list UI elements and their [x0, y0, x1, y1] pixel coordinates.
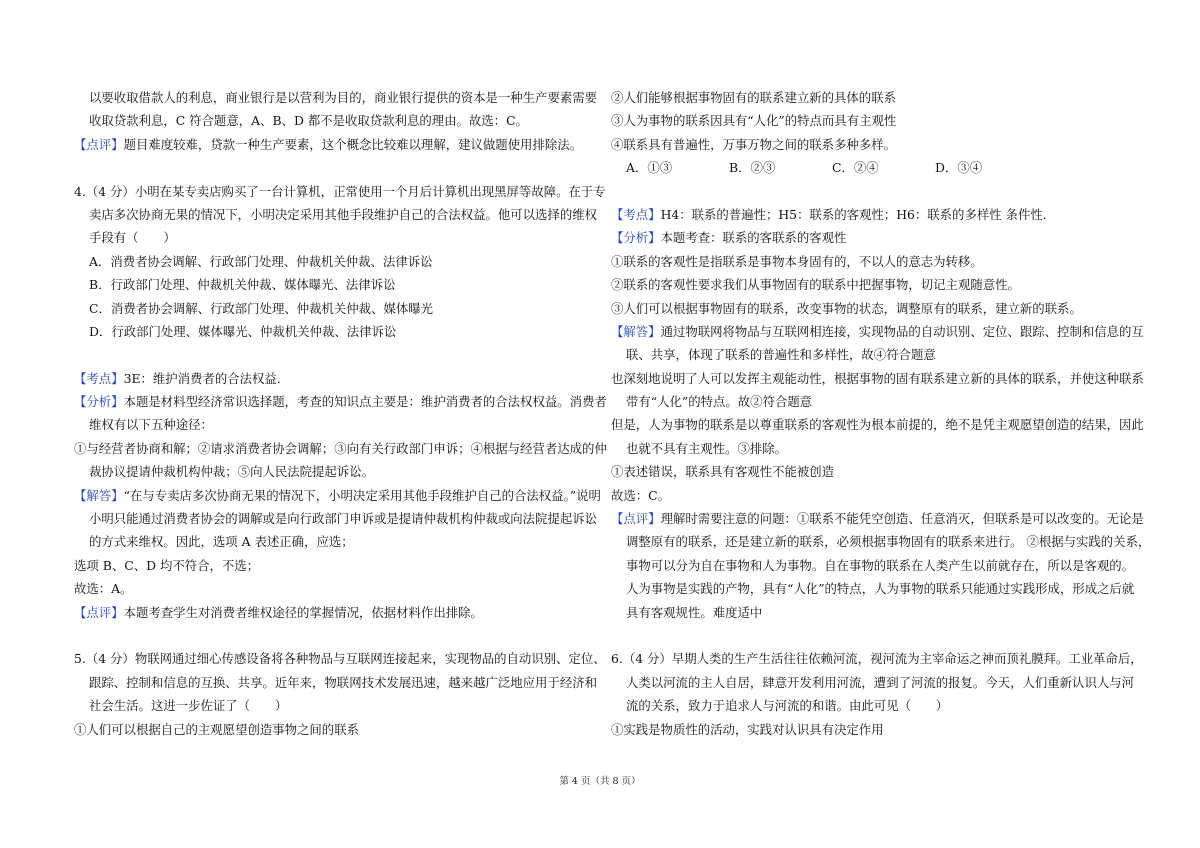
line-text: 3E：维护消费者的合法权益． — [123, 370, 290, 386]
line-text: H4：联系的普遍性；H5：联系的客观性；H6：联系的多样性 条件性． — [660, 206, 1056, 222]
text-line — [611, 367, 1144, 390]
line-text: 人类以河流的主人自居，肆意开发利用河流，遭到了河流的报复。今天，人们重新认识人与河 — [626, 674, 1135, 690]
line-text: ①表述错误，联系具有客观性不能被创造 — [611, 464, 835, 480]
text-line — [611, 250, 1131, 273]
text-line — [74, 460, 594, 483]
section-tag: 【分析】 — [611, 230, 661, 246]
line-text: 带有“人化”的特点。故②符合题意 — [626, 394, 813, 410]
line-text: 以要收取借款人的利息，商业银行是以营利为目的，商业银行提供的资本是一种生产要素需要 — [89, 90, 598, 105]
line-text: 跟踪、控制和信息的互换、共享。近年来，物联网技术发展迅速，越来越广泛地应用于经济和 — [89, 674, 598, 690]
text-line — [74, 226, 594, 249]
text-line — [611, 390, 1131, 413]
text-line — [74, 297, 594, 320]
text-line — [611, 273, 1131, 296]
line-text: 理解时需要注意的问题：①联系不能凭空创造、任意消灭，但联系是可以改变的。无论是 — [660, 511, 1144, 527]
line-text: 故选：A。 — [74, 581, 133, 597]
text-line — [74, 109, 594, 132]
paragraph-gap — [74, 156, 594, 179]
text-line — [74, 367, 594, 390]
text-line — [74, 647, 606, 670]
text-line — [611, 530, 1151, 553]
line-text: 6.（4 分）早期人类的生产生活往往依赖河流，视河流为主宰命运之神而顶礼膜拜。工业革命后， — [611, 651, 1143, 667]
section-tag: 【解答】 — [74, 487, 124, 503]
text-line — [611, 413, 1144, 436]
paragraph-gap — [611, 180, 1131, 203]
line-text: ①与经营者协商和解；②请求消费者协会调解；③向有关行政部门申诉；④根据与经营者达成的仲 — [74, 440, 607, 456]
text-line — [611, 718, 1131, 741]
text-line — [611, 484, 1131, 507]
line-text: A．消费者协会调解、行政部门处理、仲裁机关仲裁、法律诉讼 — [89, 253, 433, 269]
line-text: 联、共享，体现了联系的普遍性和多样性，故④符合题意 — [626, 347, 936, 363]
text-line — [611, 203, 1131, 226]
answer-option: C．②④ — [832, 160, 879, 176]
line-text: 调整原有的联系，还是建立新的联系，必须根据事物固有的联系来进行。 ②根据与实践的关系， — [626, 534, 1151, 550]
line-text: 小明只能通过消费者协会的调解或是向行政部门申诉或是提请仲裁机构仲裁或向法院提起诉讼 — [89, 511, 598, 527]
text-line — [74, 133, 594, 156]
text-line — [611, 647, 1143, 670]
paragraph-gap — [74, 343, 594, 366]
line-text: “在与专卖店多次协商无果的情况下，小明决定采用其他手段维护自己的合法权益。”说明 — [123, 487, 601, 503]
text-line — [74, 413, 594, 436]
text-line — [74, 390, 607, 413]
line-text: ②人们能够根据事物固有的联系建立新的具体的联系 — [611, 90, 896, 105]
line-text: ①实践是物质性的活动，实践对认识具有决定作用 — [611, 721, 884, 737]
line-text: 人为事物是实践的产物，具有“人化”的特点，人为事物的联系只能通过实践形成，形成之后就 — [626, 581, 1135, 597]
text-line — [611, 226, 1131, 249]
text-line — [74, 718, 594, 741]
line-text: 卖店多次协商无果的情况下，小明决定采用其他手段维护自己的合法权益。他可以选择的维权 — [89, 206, 598, 222]
text-line — [611, 86, 1131, 109]
text-line — [611, 694, 1131, 717]
text-line — [74, 530, 594, 553]
text-line — [74, 437, 607, 460]
text-line — [74, 320, 594, 343]
text-line — [611, 577, 1135, 600]
section-tag: 【分析】 — [74, 394, 124, 410]
section-tag: 【点评】 — [74, 136, 124, 152]
line-text: ③人为事物的联系因具有“人化”的特点而具有主观性 — [611, 113, 897, 129]
line-text: B．行政部门处理、仲裁机关仲裁、媒体曝光、法律诉讼 — [89, 277, 396, 293]
line-text: ①人们可以根据自己的主观愿望创造事物之间的联系 — [74, 721, 359, 737]
text-line — [74, 601, 594, 624]
text-line — [74, 250, 594, 273]
line-text: 本题考查学生对消费者维权途径的掌握情况，依据材料作出排除。 — [123, 604, 483, 620]
text-line — [611, 297, 1131, 320]
text-line — [74, 671, 598, 694]
left-column — [74, 86, 607, 741]
line-text: C．消费者协会调解、行政部门处理、仲裁机关仲裁、媒体曝光 — [89, 300, 434, 316]
line-text: 选项 B、C、D 均不符合，不选； — [74, 557, 260, 573]
line-text: 的方式来维权。因此，选项 A 表述正确，应选； — [89, 534, 354, 550]
line-text: 题目难度较难，贷款一种生产要素，这个概念比较难以理解，建议做题使用排除法。 — [123, 136, 583, 152]
line-text: 具有客观规性。难度适中 — [626, 604, 763, 620]
text-line — [611, 671, 1135, 694]
text-line — [74, 180, 606, 203]
text-line — [611, 507, 1144, 530]
text-line — [74, 554, 594, 577]
page-footer: 第 4 页（共 8 页） — [559, 776, 641, 787]
text-line — [74, 484, 601, 507]
text-line — [74, 577, 594, 600]
paragraph-gap — [74, 624, 594, 647]
line-text: 5.（4 分）物联网通过细心传感设备将各种物品与互联网连接起来，实现物品的自动识别、定位、 — [74, 651, 606, 667]
text-line — [74, 203, 598, 226]
line-text: 事物可以分为自在事物和人为事物。自在事物的联系在人类产生以前就存在，所以是客观的。 — [626, 557, 1135, 573]
text-line — [611, 554, 1135, 577]
section-tag: 【解答】 — [611, 323, 661, 339]
text-line — [611, 320, 1144, 343]
line-text: 故选：C。 — [611, 487, 671, 503]
text-line — [611, 109, 1131, 132]
line-text: 4.（4 分）小明在某专卖店购买了一台计算机，正常使用一个月后计算机出现黑屏等故障。在于专 — [74, 183, 606, 199]
line-text: D．行政部门处理、媒体曝光、仲裁机关仲裁、法律诉讼 — [89, 323, 397, 339]
answer-options — [611, 156, 1131, 179]
line-text: 但是，人为事物的联系是以尊重联系的客观性为根本前提的，绝不是凭主观愿望创造的结果，因此 — [611, 417, 1144, 433]
text-line — [74, 507, 598, 530]
text-line — [611, 343, 1131, 366]
line-text: ①联系的客观性是指联系是事物本身固有的，不以人的意志为转移。 — [611, 253, 983, 269]
text-line — [611, 437, 1131, 460]
answer-option: A．①③ — [626, 160, 673, 176]
line-text: 裁协议提请仲裁机构仲裁；⑤向人民法院提起诉讼。 — [89, 464, 374, 480]
line-text: 社会生活。这进一步佐证了（ ） — [89, 698, 288, 714]
line-text: ②联系的客观性要求我们从事物固有的联系中把握事物，切记主观随意性。 — [611, 277, 1020, 293]
line-text: 也就不具有主观性。③排除。 — [626, 440, 788, 456]
right-column — [611, 86, 1151, 741]
section-tag: 【点评】 — [74, 604, 124, 620]
line-text: 流的关系，致力于追求人与河流的和谐。由此可见（ ） — [626, 698, 949, 714]
line-text: 本题是材料型经济常识选择题，考查的知识点主要是：维护消费者的合法权权益。消费者 — [123, 394, 607, 410]
line-text: 收取贷款利息，C 符合题意，A、B、D 都不是收取贷款利息的理由。故选：C。 — [89, 113, 528, 129]
paragraph-gap — [611, 624, 1131, 647]
line-text: 手段有（ ） — [89, 230, 176, 246]
answer-option: B．②③ — [729, 160, 776, 176]
text-line — [611, 133, 1131, 156]
answer-option: D．③④ — [935, 160, 983, 176]
line-text: 本题考查：联系的客联系的客观性 — [660, 230, 847, 246]
section-tag: 【点评】 — [611, 511, 661, 527]
section-tag: 【考点】 — [74, 370, 124, 386]
line-text: 维权有以下五种途径： — [89, 417, 213, 433]
line-text: ④联系具有普遍性，万事万物之间的联系多种多样。 — [611, 136, 896, 152]
line-text: 也深刻地说明了人可以发挥主观能动性，根据事物的固有联系建立新的具体的联系，并使这种联系 — [611, 370, 1144, 386]
text-line — [74, 86, 598, 109]
text-line — [611, 460, 1131, 483]
text-line — [611, 601, 1131, 624]
section-tag: 【考点】 — [611, 206, 661, 222]
line-text: ③人们可以根据事物固有的联系，改变事物的状态，调整原有的联系，建立新的联系。 — [611, 300, 1082, 316]
text-line — [74, 694, 594, 717]
line-text: 通过物联网将物品与互联网相连接，实现物品的自动识别、定位、跟踪、控制和信息的互 — [660, 323, 1144, 339]
text-line — [74, 273, 594, 296]
